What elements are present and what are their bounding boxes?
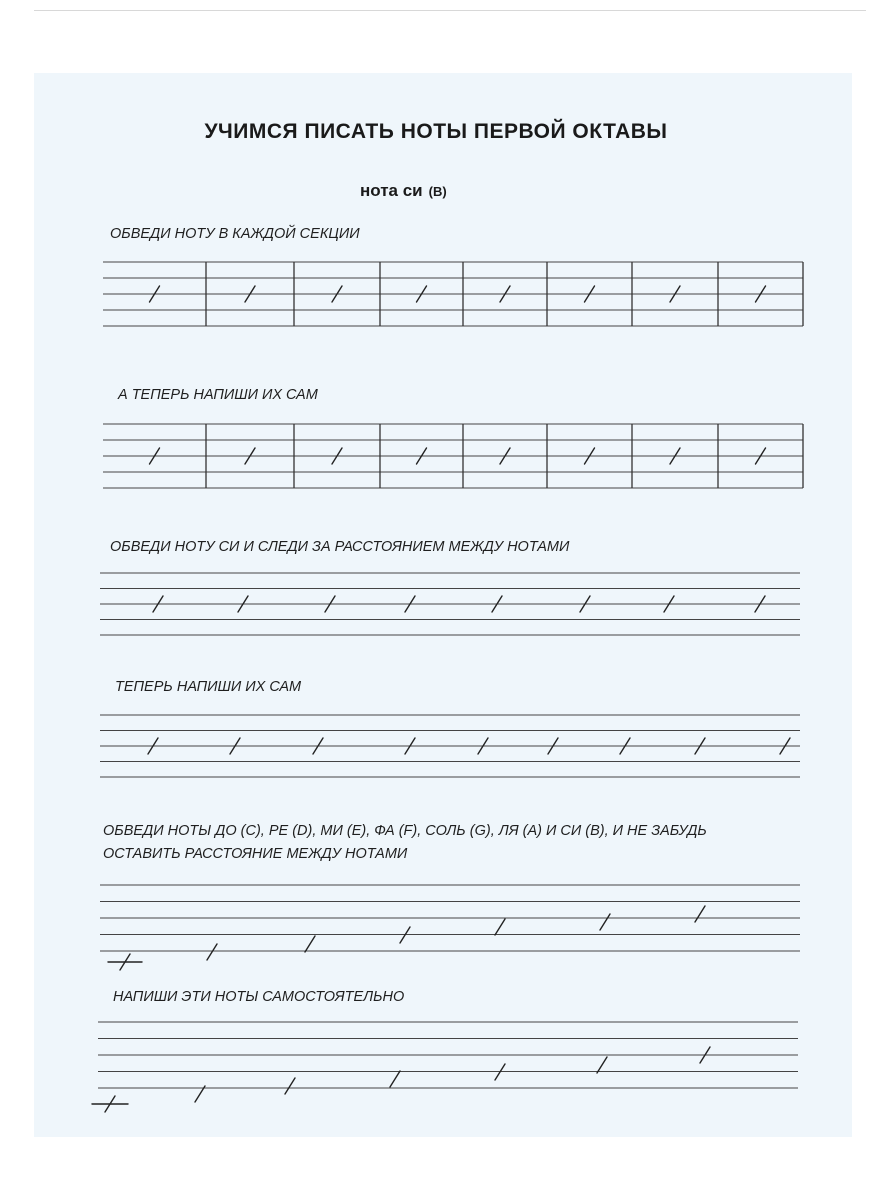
subtitle-main: нота си: [360, 181, 423, 200]
section-2-instruction: А ТЕПЕРЬ НАПИШИ ИХ САМ: [118, 387, 318, 403]
note-mark: [207, 944, 217, 960]
section-3-instruction: ОБВЕДИ НОТУ СИ И СЛЕДИ ЗА РАССТОЯНИЕМ МЕЖДУ НОТАМИ: [110, 539, 570, 555]
section-6-instruction: НАПИШИ ЭТИ НОТЫ САМОСТОЯТЕЛЬНО: [113, 989, 405, 1005]
subtitle-latin: (B): [428, 184, 447, 199]
note-mark: [285, 1078, 295, 1094]
section-4-instruction: ТЕПЕРЬ НАПИШИ ИХ САМ: [115, 679, 302, 695]
note-mark: [495, 919, 505, 935]
note-mark: [600, 914, 610, 930]
note-mark: [597, 1057, 607, 1073]
section-1-instruction: ОБВЕДИ НОТУ В КАЖДОЙ СЕКЦИИ: [110, 226, 360, 242]
section-5-instruction-line-2: ОСТАВИТЬ РАССТОЯНИЕ МЕЖДУ НОТАМИ: [103, 846, 408, 862]
section-5-instruction-line-1: ОБВЕДИ НОТЫ ДО (C), РЕ (D), МИ (E), ФА (F), СОЛЬ (G), ЛЯ (A) И СИ (B), И НЕ ЗАБУДЬ: [103, 823, 707, 839]
page-title: УЧИМСЯ ПИСАТЬ НОТЫ ПЕРВОЙ ОКТАВЫ: [204, 120, 668, 143]
note-mark: [305, 936, 315, 952]
note-mark: [390, 1071, 400, 1087]
note-mark: [695, 906, 705, 922]
